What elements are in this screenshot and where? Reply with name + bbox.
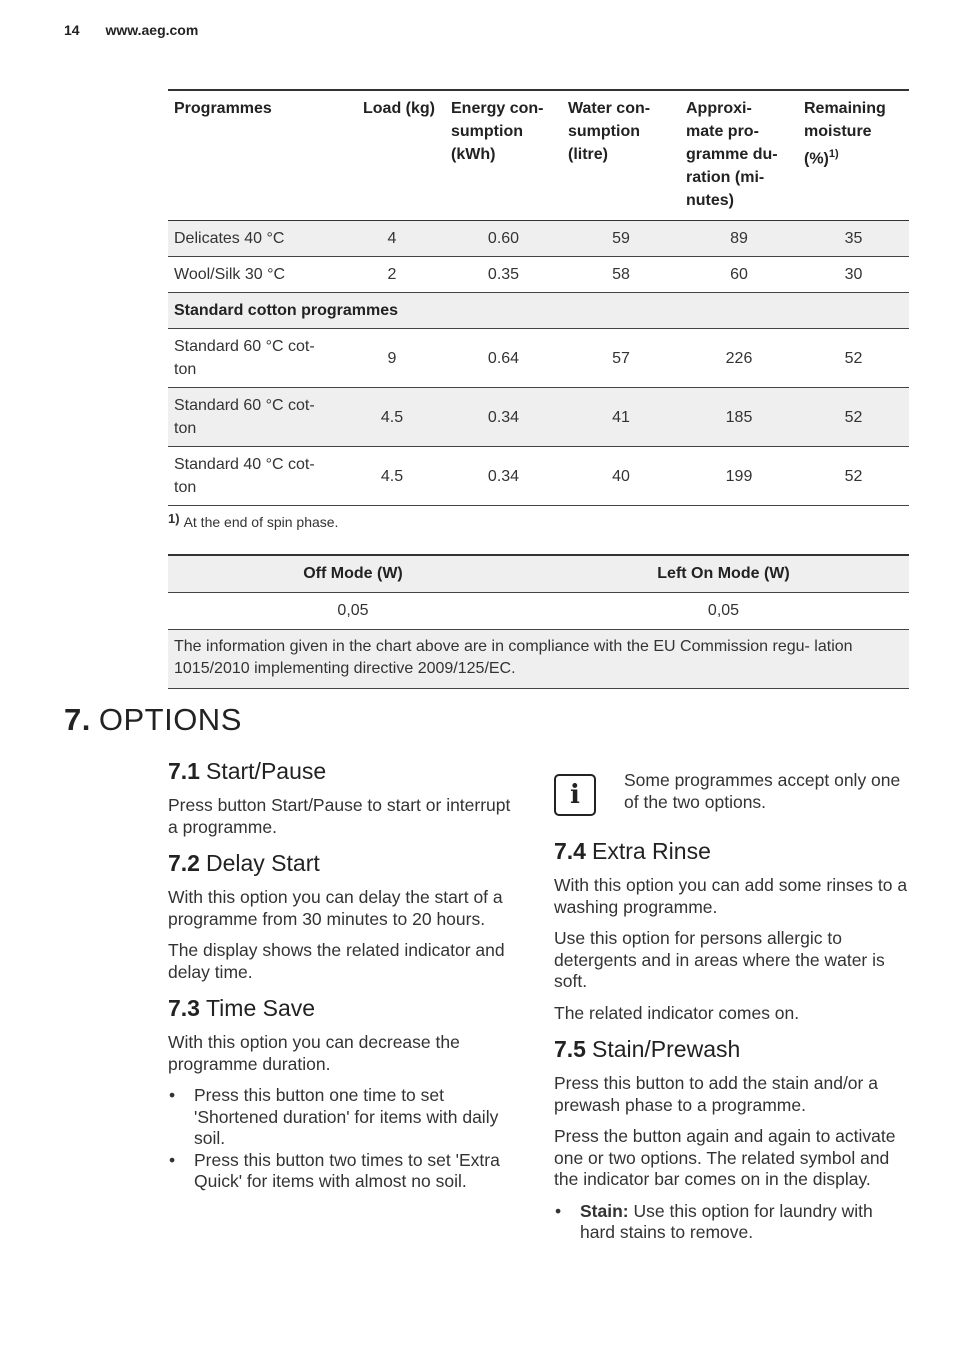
col-load: Load (kg) <box>363 100 435 117</box>
left-on-header: Left On Mode (W) <box>538 555 909 593</box>
cell-programme: Delicates 40 °C <box>168 221 339 257</box>
bullet-text: Use this option for laundry with hard stains to remove. <box>580 1200 873 1242</box>
col-programmes: Programmes <box>174 100 272 117</box>
cell-programme: Wool/Silk 30 °C <box>168 257 339 293</box>
cell-duration: 199 <box>680 447 798 506</box>
section-heading <box>168 995 523 1022</box>
section-number: 7.3 <box>168 995 200 1021</box>
bullet-list <box>554 1201 909 1244</box>
list-item: • Press this button one time to set 'Shortened duration' for items with daily soil. <box>168 1085 523 1150</box>
paragraph: The display shows the related indicator and delay time. <box>168 940 505 982</box>
cell-load: 2 <box>339 257 445 293</box>
table-footnote <box>168 511 338 530</box>
cell-energy: 0.34 <box>445 447 562 506</box>
cell-load: 4.5 <box>339 447 445 506</box>
col-energy: Energy con- sumption (kWh) <box>451 100 544 163</box>
cell-energy: 0.35 <box>445 257 562 293</box>
mode-note-row <box>168 630 909 689</box>
cell-load: 9 <box>339 329 445 388</box>
table-row <box>168 257 909 293</box>
table-row <box>168 447 909 506</box>
cell-programme: Standard 40 °C cot- ton <box>168 447 339 506</box>
cell-load: 4.5 <box>339 388 445 447</box>
chapter-heading <box>64 702 242 738</box>
col-water: Water con- sumption (litre) <box>568 100 651 163</box>
off-mode-header: Off Mode (W) <box>168 555 538 593</box>
cell-water: 59 <box>562 221 680 257</box>
left-column <box>168 758 523 1205</box>
page-number: 14 <box>64 22 80 38</box>
bullet-list <box>168 1085 523 1193</box>
programme-table <box>168 89 909 506</box>
cell-energy: 0.64 <box>445 329 562 388</box>
paragraph: Press button Start/Pause to start or interrupt a programme. <box>168 795 511 837</box>
info-icon <box>554 774 596 816</box>
cell-duration: 60 <box>680 257 798 293</box>
cell-water: 41 <box>562 388 680 447</box>
section-number: 7.4 <box>554 838 586 864</box>
cell-moisture: 30 <box>798 257 909 293</box>
section-extra-rinse <box>554 838 909 1024</box>
table-row <box>168 329 909 388</box>
compliance-note: The information given in the chart above are in compliance with the EU Commission regu- lation 1015/2010 implementing directive 2009/125/EC. <box>168 630 909 689</box>
footnote-mark: 1) <box>168 511 180 526</box>
cell-water: 58 <box>562 257 680 293</box>
info-note <box>554 770 909 816</box>
section-heading <box>554 1036 909 1063</box>
footnote-text: At the end of spin phase. <box>183 514 339 530</box>
section-delay-start <box>168 850 523 983</box>
right-column <box>554 770 909 1256</box>
footnote-ref: 1) <box>828 148 839 160</box>
section-title: Time Save <box>205 995 316 1021</box>
col-moisture <box>798 90 909 221</box>
cell-energy: 0.34 <box>445 388 562 447</box>
list-item: • Press this button two times to set 'Extra Quick' for items with almost no soil. <box>168 1150 523 1193</box>
cell-programme: Standard 60 °C cot- ton <box>168 388 339 447</box>
cell-load: 4 <box>339 221 445 257</box>
section-heading <box>554 838 909 865</box>
paragraph: With this option you can decrease the programme duration. <box>168 1032 460 1074</box>
off-mode-value: 0,05 <box>168 593 538 630</box>
section-title: Standard cotton programmes <box>168 293 909 329</box>
section-stain-prewash <box>554 1036 909 1244</box>
section-title: Start/Pause <box>205 758 327 784</box>
mode-header-row <box>168 555 909 593</box>
paragraph: The related indicator comes on. <box>554 1002 800 1023</box>
section-start-pause <box>168 758 523 838</box>
chapter-number: 7. <box>64 702 91 737</box>
paragraph: Press the button again and again to activate one or two options. The related symbol and the indicator bar comes on in the display. <box>554 1126 896 1189</box>
cell-duration: 89 <box>680 221 798 257</box>
info-text: Some programmes accept only one of the two options. <box>624 770 901 812</box>
mode-value-row <box>168 593 909 630</box>
bullet-label: Stain: <box>580 1200 629 1221</box>
cell-moisture: 35 <box>798 221 909 257</box>
left-on-value: 0,05 <box>538 593 909 630</box>
info-glyph: i <box>570 780 580 810</box>
section-time-save <box>168 995 523 1193</box>
cell-duration: 226 <box>680 329 798 388</box>
mode-table <box>168 554 909 689</box>
list-item <box>554 1201 909 1244</box>
col-moisture-label: Remaining moisture (%) <box>804 100 886 168</box>
paragraph: With this option you can add some rinses to a washing programme. <box>554 875 908 917</box>
table-section-row <box>168 293 909 329</box>
section-number: 7.2 <box>168 850 200 876</box>
section-title: Stain/Prewash <box>591 1036 741 1062</box>
cell-moisture: 52 <box>798 388 909 447</box>
cell-programme: Standard 60 °C cot- ton <box>168 329 339 388</box>
table-row <box>168 221 909 257</box>
table-row <box>168 388 909 447</box>
col-duration: Approxi- mate pro- gramme du- ration (mi- nutes) <box>686 100 778 209</box>
section-heading <box>168 758 523 785</box>
section-heading <box>168 850 523 877</box>
cell-moisture: 52 <box>798 329 909 388</box>
cell-moisture: 52 <box>798 447 909 506</box>
paragraph: Use this option for persons allergic to detergents and in areas where the water is soft. <box>554 928 885 991</box>
paragraph: Press this button to add the stain and/or a prewash phase to a programme. <box>554 1073 878 1115</box>
table-header-row <box>168 90 909 221</box>
paragraph: With this option you can delay the start of a programme from 30 minutes to 20 hours. <box>168 887 503 929</box>
page-header <box>64 22 198 38</box>
cell-duration: 185 <box>680 388 798 447</box>
section-title: Extra Rinse <box>591 838 711 864</box>
section-number: 7.5 <box>554 1036 586 1062</box>
cell-energy: 0.60 <box>445 221 562 257</box>
section-number: 7.1 <box>168 758 200 784</box>
site-url[interactable]: www.aeg.com <box>105 22 199 38</box>
section-title: Delay Start <box>205 850 320 876</box>
chapter-title: OPTIONS <box>98 702 242 737</box>
cell-water: 40 <box>562 447 680 506</box>
cell-water: 57 <box>562 329 680 388</box>
